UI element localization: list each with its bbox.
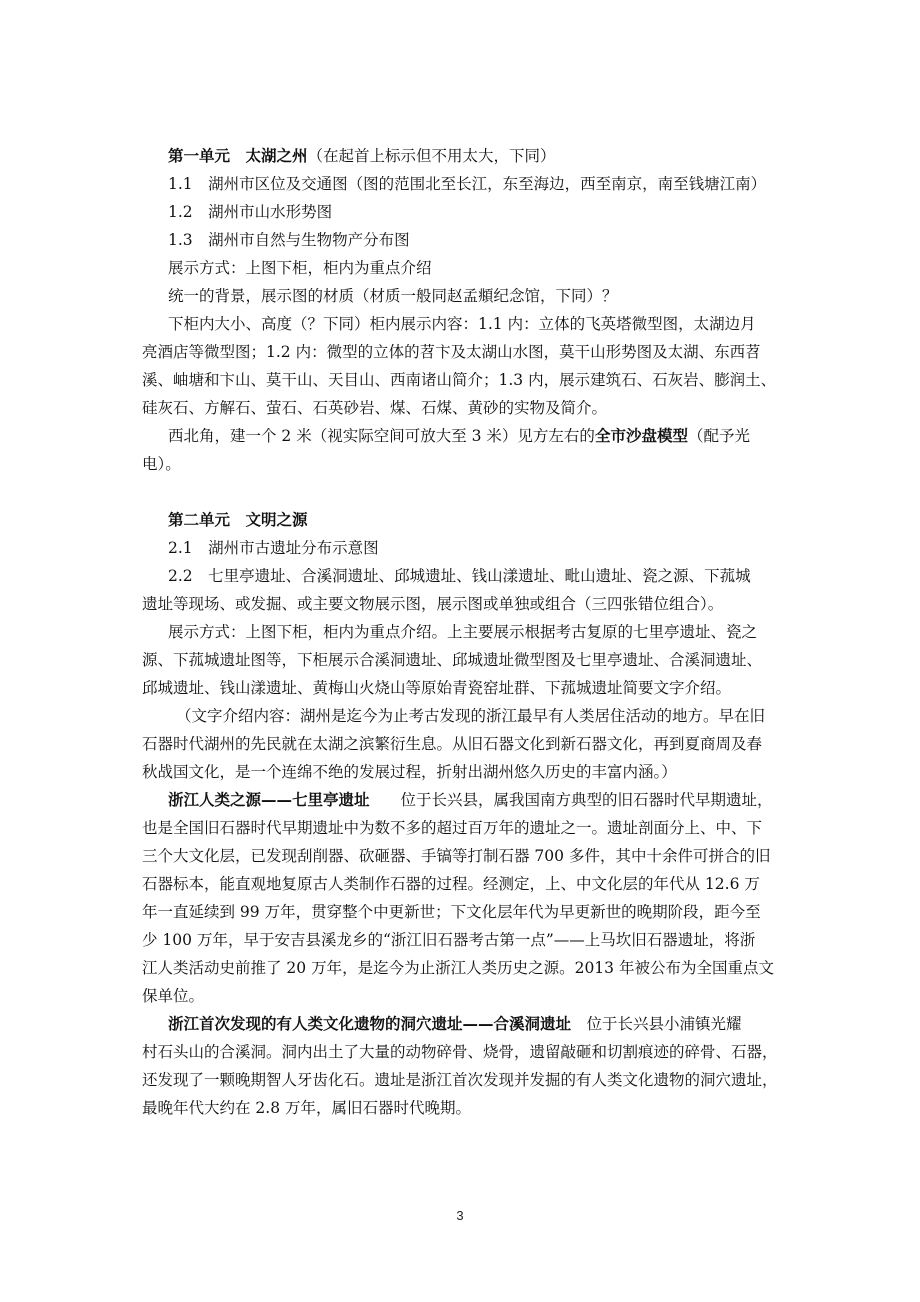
hexidong-line: 还发现了一颗晚期智人牙齿化石。遗址是浙江首次发现并发掘的有人类文化遗物的洞穴遗址， bbox=[142, 1071, 778, 1089]
unit1-heading-note: （在起首上标示但不用太大，下同） bbox=[307, 147, 556, 165]
sandtable-text: 西北角，建一个 2 米（视实际空间可放大至 3 米）见方左右的 bbox=[168, 427, 595, 445]
unit2-intro-line: 秋战国文化，是一个连绵不绝的发展过程，折射出湖州悠久历史的丰富内涵。） bbox=[142, 763, 677, 781]
page-number: 3 bbox=[456, 1208, 464, 1223]
unit1-heading: 第一单元 太湖之州 bbox=[168, 147, 308, 165]
qiliting-first-text: 位于长兴县，属我国南方典型的旧石器时代早期遗址， bbox=[369, 791, 773, 809]
hexidong-line: 村石头山的合溪洞。洞内出土了大量的动物碎骨、烧骨，遗留敲砸和切割痕迹的碎骨、石器， bbox=[142, 1043, 778, 1061]
qiliting-line: 也是全国旧石器时代早期遗址中为数不多的超过百万年的遗址之一。遗址剖面分上、中、下 bbox=[142, 819, 763, 837]
unit1-item-3: 1.3 湖州市自然与生物物产分布图 bbox=[168, 231, 410, 249]
sandtable-model-bold: 全市沙盘模型 bbox=[594, 427, 688, 445]
unit2-item-2: 2.2 七里亭遗址、合溪洞遗址、邱城遗址、钱山漾遗址、毗山遗址、瓷之源、下菰城 bbox=[168, 567, 751, 585]
qiliting-line: 年一直延续到 99 万年，贯穿整个中更新世；下文化层年代为早更新世的晚期阶段，距今至 bbox=[142, 903, 761, 921]
unit1-cabinet-line: 亮酒店等微型图；1.2 内：微型的立体的苕卞及太湖山水图，莫干山形势图及太湖、东西苕 bbox=[142, 343, 761, 361]
unit1-sandtable-line-2: 电）。 bbox=[142, 455, 181, 473]
unit1-heading-line bbox=[168, 142, 800, 170]
qiliting-title: 浙江人类之源——七里亭遗址 bbox=[168, 791, 370, 809]
unit2-intro-line: （文字介绍内容：湖州是迄今为止考古发现的浙江最早有人类居住活动的地方。早在旧 bbox=[176, 707, 766, 725]
qiliting-line: 石器标本，能直观地复原古人类制作石器的过程。经测定，上、中文化层的年代从 12.6 万 bbox=[142, 875, 760, 893]
unit1-display-method: 展示方式：上图下柜，柜内为重点介绍 bbox=[168, 259, 432, 277]
unit1-cabinet-line: 溪、岫塘和卞山、莫干山、天目山、西南诸山简介；1.3 内，展示建筑石、石灰岩、膨润土、 bbox=[142, 371, 777, 389]
unit2-item-2-cont: 遗址等现场、或发掘、或主要文物展示图，展示图或单独或组合（三四张错位组合）。 bbox=[142, 595, 724, 613]
hexidong-first-text: 位于长兴县小浦镇光耀 bbox=[571, 1015, 742, 1033]
unit1-cabinet-line: 硅灰石、方解石、萤石、石英砂岩、煤、石煤、黄砂的实物及简介。 bbox=[142, 399, 608, 417]
unit1-item-1: 1.1 湖州市区位及交通图（图的范围北至长江，东至海边，西至南京，南至钱塘江南） bbox=[168, 175, 767, 193]
qiliting-line: 三个大文化层，已发现刮削器、砍砸器、手镐等打制石器 700 多件，其中十余件可拼合的旧 bbox=[142, 847, 771, 865]
unit1-background-note: 统一的背景，展示图的材质（材质一般同赵孟頫纪念馆，下同）？ bbox=[168, 287, 618, 305]
hexidong-title: 浙江首次发现的有人类文化遗物的洞穴遗址——合溪洞遗址 bbox=[168, 1015, 572, 1033]
unit2-display-line: 邱城遗址、钱山漾遗址、黄梅山火烧山等原始青瓷窑址群、下菰城遗址简要文字介绍。 bbox=[142, 679, 732, 697]
unit2-display-line: 展示方式：上图下柜，柜内为重点介绍。上主要展示根据考古复原的七里亭遗址、瓷之 bbox=[168, 623, 758, 641]
qiliting-line: 少 100 万年，早于安吉县溪龙乡的“浙江旧石器考古第一点”——上马坎旧石器遗址，将浙 bbox=[142, 931, 756, 949]
sandtable-text-post: （配予光 bbox=[687, 427, 750, 445]
qiliting-line: 保单位。 bbox=[142, 987, 205, 1005]
hexidong-line: 最晚年代大约在 2.8 万年，属旧石器时代晚期。 bbox=[142, 1099, 472, 1117]
unit1-item-2: 1.2 湖州市山水形势图 bbox=[168, 203, 333, 221]
unit2-heading-line bbox=[168, 506, 800, 534]
unit2-heading: 第二单元 文明之源 bbox=[168, 511, 308, 529]
unit2-display-line: 源、下菰城遗址图等，下柜展示合溪洞遗址、邱城遗址微型图及七里亭遗址、合溪洞遗址、 bbox=[142, 651, 763, 669]
unit1-sandtable-line bbox=[168, 422, 800, 450]
page-content bbox=[142, 142, 800, 1122]
unit1-cabinet-line: 下柜内大小、高度（？下同）柜内展示内容：1.1 内：立体的飞英塔微型图，太湖边月 bbox=[168, 315, 756, 333]
qiliting-first-line bbox=[168, 786, 800, 814]
qiliting-line: 江人类活动史前推了 20 万年，是迄今为止浙江人类历史之源。2013 年被公布为全国重点文 bbox=[142, 959, 774, 977]
unit2-item-1: 2.1 湖州市古遗址分布示意图 bbox=[168, 539, 379, 557]
unit2-intro-line: 石器时代湖州的先民就在太湖之滨繁衍生息。从旧石器文化到新石器文化，再到夏商周及春 bbox=[142, 735, 763, 753]
hexidong-first-line bbox=[168, 1010, 800, 1038]
